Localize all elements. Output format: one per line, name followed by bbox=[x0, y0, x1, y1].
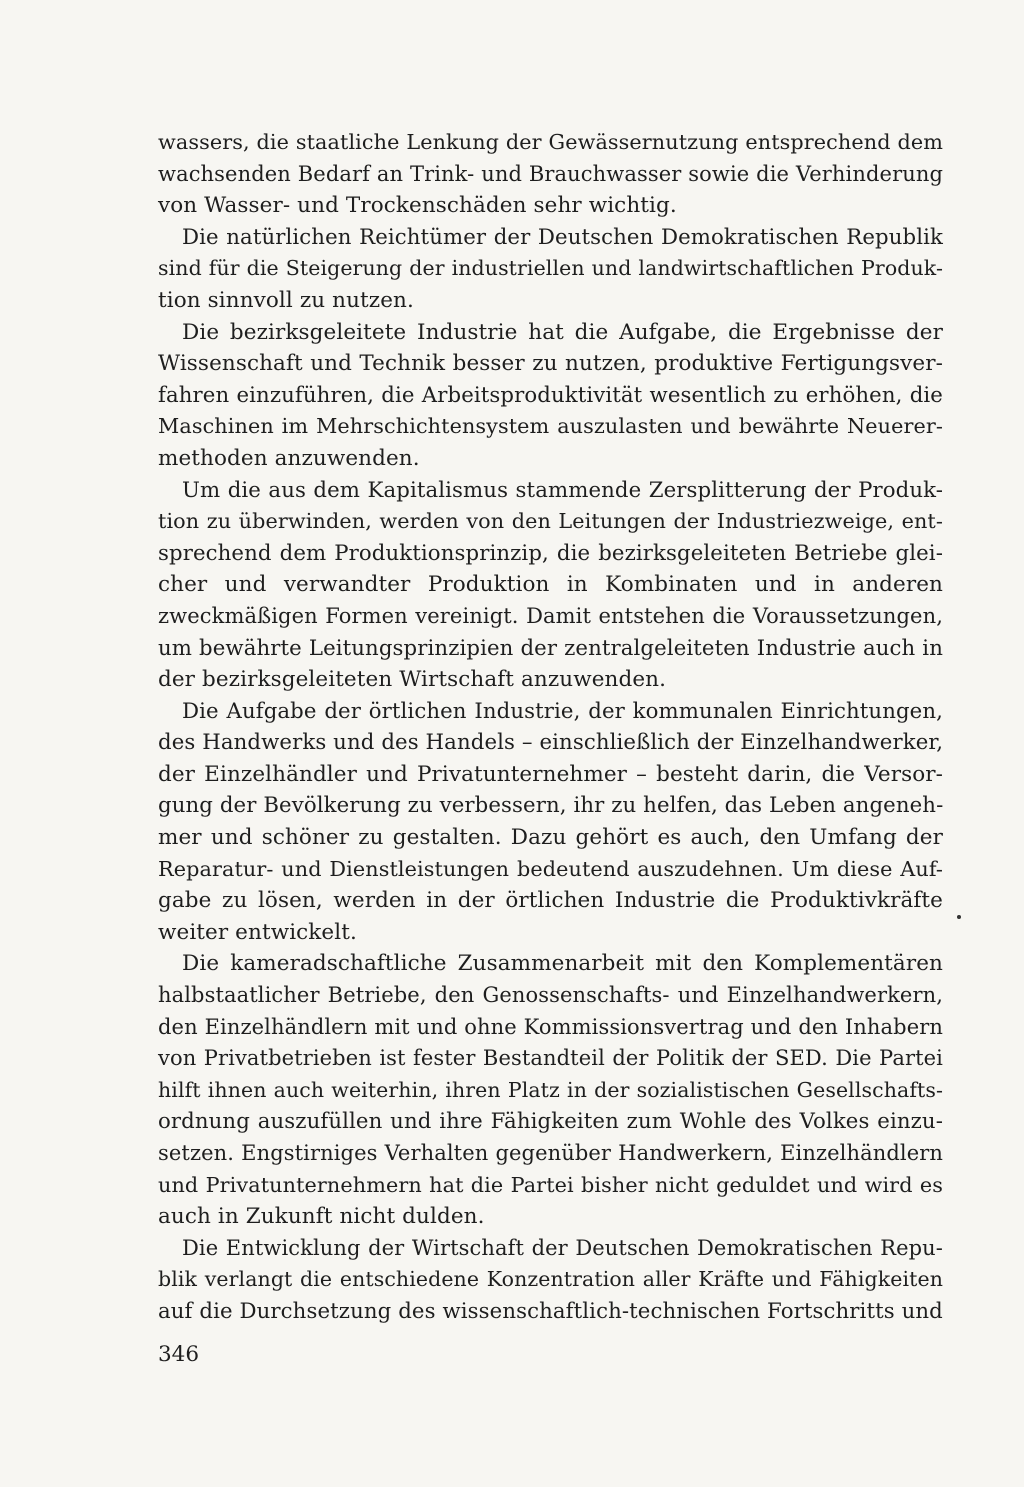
text-line: und Privatunternehmern hat die Partei bisher nicht geduldet und wird es bbox=[158, 1172, 943, 1197]
text-line: Wissenschaft und Technik besser zu nutzen, produktive Fertigungsver- bbox=[158, 351, 943, 377]
text-line: Maschinen im Mehrschichtensystem auszulasten und bewährte Neuerer- bbox=[158, 414, 943, 439]
page-number: 346 bbox=[158, 1342, 200, 1367]
text-line: auf die Durchsetzung des wissenschaftlich-technischen Fortschritts und bbox=[158, 1298, 943, 1324]
text-line: Die kameradschaftliche Zusammenarbeit mit den Komplementären bbox=[182, 951, 943, 977]
paragraph bbox=[158, 317, 943, 475]
text-line: tion sinnvoll zu nutzen. bbox=[158, 287, 414, 313]
text-line: des Handwerks und des Handels – einschließlich der Einzelhandwerker, bbox=[158, 730, 944, 756]
text-line: Die bezirksgeleitete Industrie hat die Aufgabe, die Ergebnisse der bbox=[182, 319, 943, 345]
text-line: sind für die Steigerung der industriellen und landwirtschaftlichen Produk- bbox=[158, 256, 943, 281]
text-line: Reparatur- und Dienstleistungen bedeutend auszudehnen. Um diese Auf- bbox=[158, 856, 943, 881]
text-line: fahren einzuführen, die Arbeitsproduktivität wesentlich zu erhöhen, die bbox=[158, 382, 943, 408]
text-line: zweckmäßigen Formen vereinigt. Damit entstehen die Voraussetzungen, bbox=[158, 603, 943, 628]
body-text bbox=[158, 127, 943, 1328]
text-line: sprechend dem Produktionsprinzip, die bezirksgeleiteten Betriebe glei- bbox=[158, 540, 943, 566]
text-line: gung der Bevölkerung zu verbessern, ihr zu helfen, das Leben angeneh- bbox=[158, 793, 944, 819]
text-line: auch in Zukunft nicht dulden. bbox=[158, 1204, 485, 1230]
text-line: von Privatbetrieben ist fester Bestandteil der Politik der SED. Die Partei bbox=[158, 1046, 943, 1071]
text-line: von Wasser- und Trockenschäden sehr wichtig. bbox=[158, 193, 677, 219]
text-line: hilft ihnen auch weiterhin, ihren Platz in der sozialistischen Gesellschafts- bbox=[158, 1077, 943, 1102]
print-speck bbox=[957, 915, 961, 919]
text-line: blik verlangt die entschiedene Konzentration aller Kräfte und Fähigkeiten bbox=[158, 1267, 943, 1292]
paragraph bbox=[158, 948, 943, 1232]
text-line: den Einzelhändlern mit und ohne Kommissionsvertrag und den Inhabern bbox=[158, 1014, 943, 1039]
text-line: Die Entwicklung der Wirtschaft der Deutschen Demokratischen Repu- bbox=[182, 1235, 943, 1260]
text-line: Die natürlichen Reichtümer der Deutschen Demokratischen Republik bbox=[182, 224, 943, 250]
paragraph bbox=[158, 696, 943, 949]
text-line: ordnung auszufüllen und ihre Fähigkeiten zum Wohle des Volkes einzu- bbox=[158, 1109, 943, 1135]
text-line: wassers, die staatliche Lenkung der Gewässernutzung entsprechend dem bbox=[158, 130, 943, 154]
text-line: tion zu überwinden, werden von den Leitungen der Industriezweige, ent- bbox=[158, 509, 943, 534]
text-line: der Einzelhändler und Privatunternehmer – besteht darin, die Versor- bbox=[158, 761, 943, 787]
paragraph bbox=[158, 475, 943, 696]
paragraph bbox=[158, 1233, 943, 1328]
text-line: gabe zu lösen, werden in der örtlichen Industrie die Produktivkräfte bbox=[158, 888, 943, 914]
text-line: Um die aus dem Kapitalismus stammende Zersplitterung der Produk- bbox=[182, 477, 943, 503]
text-line: cher und verwandter Produktion in Kombinaten und in anderen bbox=[158, 572, 943, 598]
text-line: der bezirksgeleiteten Wirtschaft anzuwenden. bbox=[158, 667, 667, 693]
paragraph bbox=[158, 222, 943, 317]
paragraph bbox=[158, 127, 943, 222]
text-line: methoden anzuwenden. bbox=[158, 445, 420, 471]
text-line: wachsenden Bedarf an Trink- und Brauchwasser sowie die Verhinderung bbox=[158, 161, 943, 186]
text-line: Die Aufgabe der örtlichen Industrie, der kommunalen Einrichtungen, bbox=[182, 698, 943, 724]
text-line: setzen. Engstirniges Verhalten gegenüber Handwerkern, Einzelhändlern bbox=[158, 1141, 943, 1165]
text-line: weiter entwickelt. bbox=[158, 919, 357, 945]
text-line: um bewährte Leitungsprinzipien der zentralgeleiteten Industrie auch in bbox=[158, 635, 943, 661]
text-line: mer und schöner zu gestalten. Dazu gehört es auch, den Umfang der bbox=[158, 825, 943, 851]
text-line: halbstaatlicher Betriebe, den Genossenschafts- und Einzelhandwerkern, bbox=[158, 983, 943, 1008]
